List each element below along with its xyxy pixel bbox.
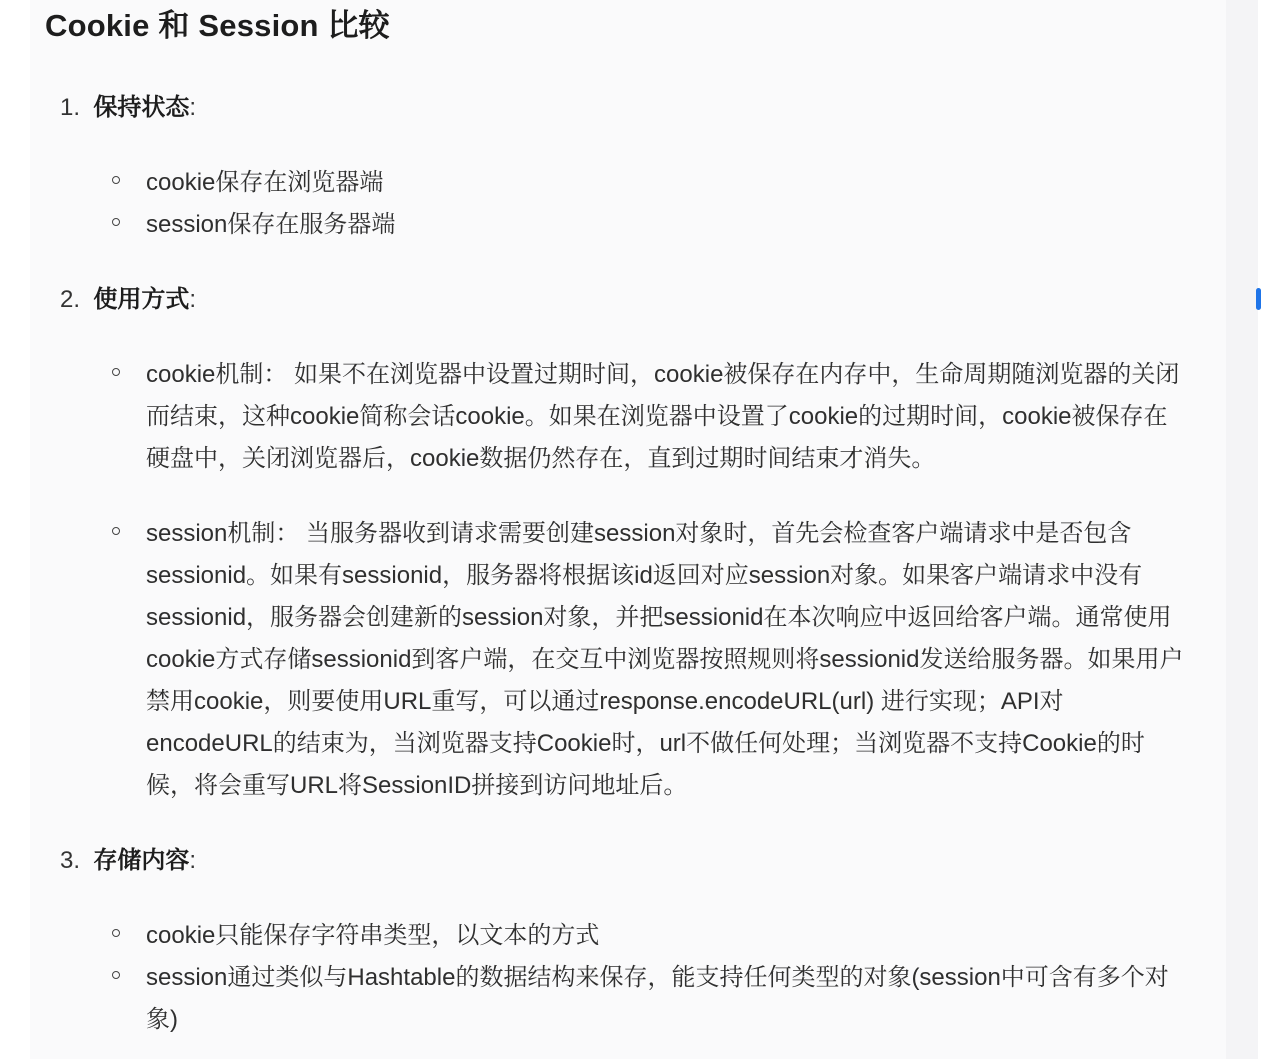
circle-bullet-icon — [112, 368, 120, 376]
circle-bullet-icon — [112, 218, 120, 226]
page-edge — [1258, 0, 1270, 1059]
list-item — [146, 915, 1186, 957]
section-colon: : — [189, 94, 197, 121]
section-title: 保持状态 — [93, 94, 190, 121]
circle-bullet-icon — [112, 176, 120, 184]
list-item-text: session保存在服务器端 — [146, 211, 396, 238]
list-item-text: cookie机制： 如果不在浏览器中设置过期时间，cookie被保存在内存中，生命周期随浏览器的关闭而结束，这种cookie简称会话cookie。如果在浏览器中设置了cookie的过期时间，cookie被保存在硬盘中，关闭浏览器后，cookie数据仍然存在，直到过期时间结束才消失。 — [146, 361, 1180, 472]
section-number: 3. — [60, 847, 81, 874]
section-title: 存储内容 — [93, 847, 190, 874]
circle-bullet-icon — [112, 527, 120, 535]
list-item-text: session通过类似与Hashtable的数据结构来保存，能支持任何类型的对象(session中可含有多个对象) — [146, 964, 1169, 1033]
section-colon: : — [189, 286, 197, 313]
list-item — [146, 957, 1186, 1041]
section-number: 2. — [60, 286, 81, 313]
list-item — [146, 513, 1186, 807]
section-heading-2 — [60, 279, 196, 321]
list-item-text: cookie只能保存字符串类型，以文本的方式 — [146, 922, 600, 949]
section-heading-1 — [60, 87, 196, 129]
article-content — [30, 0, 1226, 1059]
section-colon: : — [189, 847, 197, 874]
section-number: 1. — [60, 94, 81, 121]
page-title: Cookie 和 Session 比较 — [45, 8, 390, 43]
list-item — [146, 162, 1186, 204]
right-gutter — [1226, 0, 1258, 1059]
circle-bullet-icon — [112, 971, 120, 979]
list-item — [146, 354, 1186, 480]
list-item-text: cookie保存在浏览器端 — [146, 169, 384, 196]
circle-bullet-icon — [112, 929, 120, 937]
list-item-text: session机制： 当服务器收到请求需要创建session对象时，首先会检查客户端请求中是否包含sessionid。如果有sessionid，服务器将根据该id返回对应session对象。如果客户端请求中没有sessionid，服务器会创建新的session对象，并把sessionid在本次响应中返回给客户端。通常使用cookie方式存储sessionid到客户端，在交互中浏览器按照规则将sessionid发送给服务器。如果用户禁用cookie，则要使用URL重写，可以通过response.encodeURL(url) 进行实现；API对encodeURL的结束为，当浏览器支持Cookie时，url不做任何处理；当浏览器不支持Cookie的时候，将会重写URL将SessionID拼接到访问地址后。 — [146, 520, 1184, 799]
section-title: 使用方式 — [93, 286, 190, 313]
scroll-position-indicator[interactable] — [1256, 288, 1261, 310]
section-heading-3 — [60, 840, 196, 882]
list-item — [146, 204, 1186, 246]
